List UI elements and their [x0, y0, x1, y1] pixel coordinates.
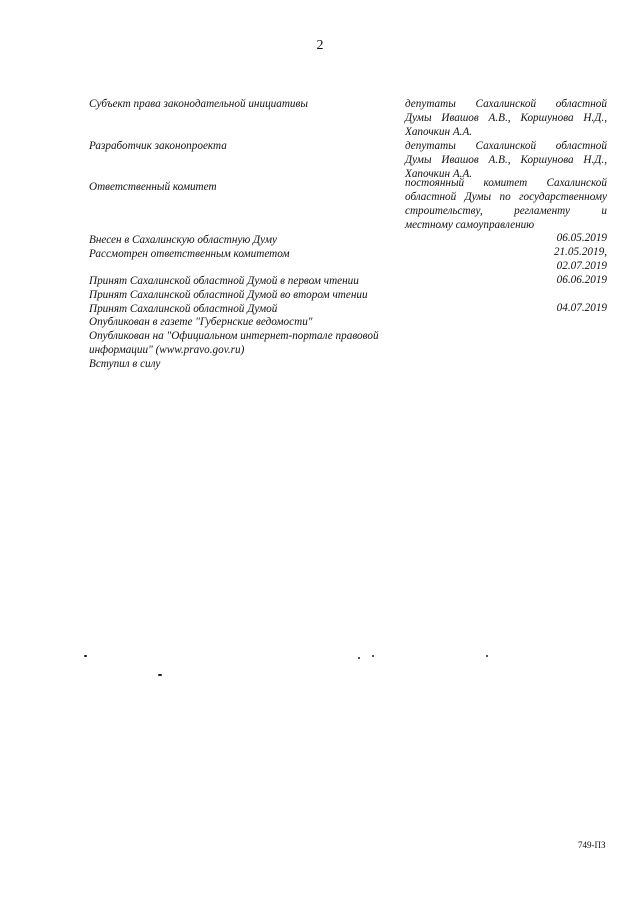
value-considered-date-2: 02.07.2019 — [556, 260, 607, 272]
value-committee-line-2: областной Думы по государственному — [405, 191, 607, 203]
document-code: 749-ПЗ — [578, 840, 606, 850]
value-subject-line-2: Думы Ивашов А.В., Коршунова Н.Д., — [405, 112, 607, 124]
value-committee-line-1: постоянный комитет Сахалинской — [405, 177, 607, 189]
value-first-reading-date: 06.06.2019 — [556, 274, 607, 286]
value-subject-line-3: Хапочкин А.А. — [405, 126, 473, 138]
value-developer-line-1: депутаты Сахалинской областной — [405, 140, 607, 152]
label-published-newspaper: Опубликован в газете "Губернские ведомости" — [89, 316, 313, 328]
label-first-reading: Принят Сахалинской областной Думой в первом чтении — [89, 275, 359, 287]
value-committee-line-3: строительству, регламенту и — [405, 205, 607, 217]
label-published-portal-line-2: информации" (www.pravo.gov.ru) — [89, 344, 245, 356]
label-second-reading: Принят Сахалинской областной Думой во втором чтении — [89, 289, 368, 301]
label-published-portal-line-1: Опубликован на "Официальном интернет-портале правовой — [89, 330, 379, 342]
label-considered: Рассмотрен ответственным комитетом — [89, 248, 290, 260]
label-submitted: Внесен в Сахалинскую областную Думу — [89, 234, 277, 246]
label-in-force: Вступил в силу — [89, 358, 161, 370]
scan-speck — [358, 657, 360, 659]
label-committee: Ответственный комитет — [89, 181, 217, 193]
label-developer: Разработчик законопроекта — [89, 140, 227, 152]
value-subject-line-1: депутаты Сахалинской областной — [405, 98, 607, 110]
label-adopted: Принят Сахалинской областной Думой — [89, 303, 278, 315]
scan-speck — [486, 655, 488, 657]
value-submitted-date: 06.05.2019 — [556, 232, 607, 244]
value-adopted-date: 04.07.2019 — [556, 302, 607, 314]
scan-speck — [372, 655, 374, 657]
value-considered-date-1: 21.05.2019, — [553, 246, 607, 258]
value-developer-line-2: Думы Ивашов А.В., Коршунова Н.Д., — [405, 154, 607, 166]
scan-speck — [158, 674, 162, 676]
page-number: 2 — [316, 38, 324, 53]
value-developer-line-3: Хапочкин А.А. — [405, 168, 473, 180]
value-committee-line-4: местному самоуправлению — [405, 219, 535, 231]
scan-speck — [84, 655, 87, 657]
label-subject: Субъект права законодательной инициативы — [89, 98, 308, 110]
